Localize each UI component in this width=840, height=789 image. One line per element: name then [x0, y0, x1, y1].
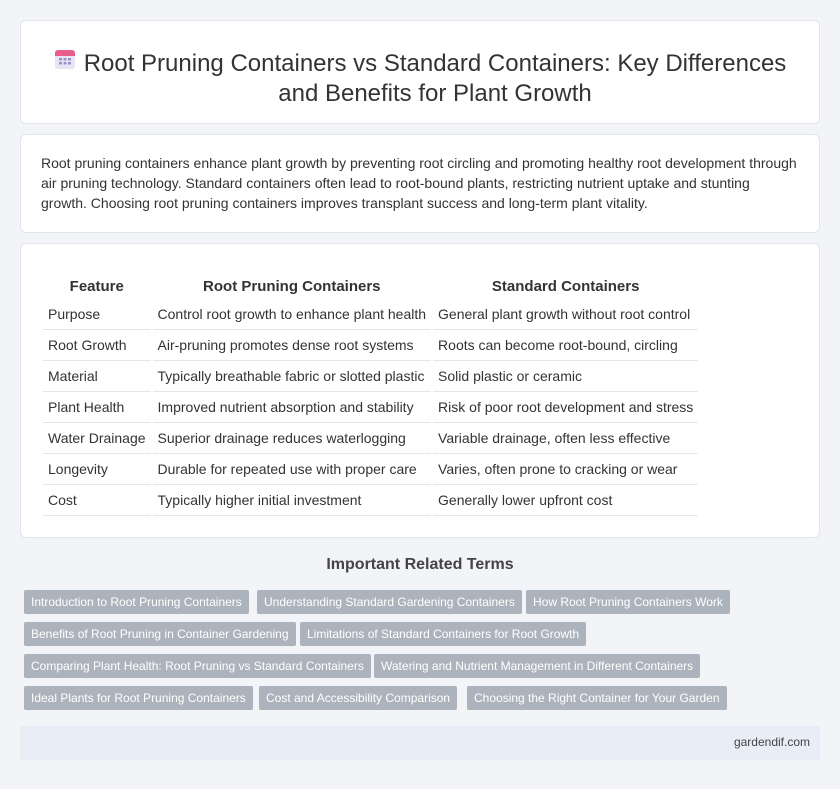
- table-cell: Superior drainage reduces waterlogging: [153, 423, 432, 454]
- table-cell: Roots can become root-bound, circling: [433, 330, 698, 361]
- table-cell: Air-pruning promotes dense root systems: [153, 330, 432, 361]
- column-header-root-pruning: Root Pruning Containers: [203, 277, 381, 295]
- table-row: [43, 299, 698, 330]
- related-term-tag[interactable]: Understanding Standard Gardening Containers: [257, 590, 522, 614]
- table-cell: Material: [43, 361, 151, 392]
- page-title: Root Pruning Containers vs Standard Containers: Key Differences and Benefits for Plant Growth: [83, 50, 787, 107]
- related-term-tag[interactable]: Limitations of Standard Containers for Root Growth: [300, 622, 586, 646]
- footer-site-link[interactable]: gardendif.com: [733, 735, 810, 749]
- table-row: [43, 423, 698, 454]
- table-cell: General plant growth without root control: [433, 299, 698, 330]
- related-term-tag[interactable]: Comparing Plant Health: Root Pruning vs Standard Containers: [24, 654, 371, 678]
- table-cell: Typically higher initial investment: [153, 485, 432, 516]
- intro-card: [20, 134, 820, 233]
- related-term-tag[interactable]: Cost and Accessibility Comparison: [259, 686, 457, 710]
- related-term-tag[interactable]: Benefits of Root Pruning in Container Gardening: [24, 622, 296, 646]
- table-cell: Root Growth: [43, 330, 151, 361]
- intro-paragraph: Root pruning containers enhance plant growth by preventing root circling and promoting healthy root development through air pruning technology. Standard containers often lead to root-bound plants, restricting nutrient uptake and stunting growth. Choosing root pruning containers improves transplant success and long-term plant vitality.: [41, 155, 797, 211]
- table-header-row: [43, 273, 698, 299]
- table-row: [43, 392, 698, 423]
- table-cell: Control root growth to enhance plant health: [153, 299, 432, 330]
- related-term-tag[interactable]: Choosing the Right Container for Your Garden: [467, 686, 727, 710]
- table-row: [43, 454, 698, 485]
- table-cell: Durable for repeated use with proper care: [153, 454, 432, 485]
- comparison-table: [41, 273, 700, 516]
- table-cell: Generally lower upfront cost: [433, 485, 698, 516]
- table-cell: Longevity: [43, 454, 151, 485]
- related-term-tag[interactable]: How Root Pruning Containers Work: [526, 590, 730, 614]
- table-cell: Risk of poor root development and stress: [433, 392, 698, 423]
- table-cell: Improved nutrient absorption and stability: [153, 392, 432, 423]
- footer: [20, 726, 820, 760]
- related-term-tag[interactable]: Watering and Nutrient Management in Different Containers: [374, 654, 700, 678]
- table-cell: Varies, often prone to cracking or wear: [433, 454, 698, 485]
- table-cell: Variable drainage, often less effective: [433, 423, 698, 454]
- related-term-tag[interactable]: Ideal Plants for Root Pruning Containers: [24, 686, 253, 710]
- title-card: [20, 20, 820, 124]
- related-terms-title: Important Related Terms: [326, 556, 514, 573]
- table-row: [43, 330, 698, 361]
- table-cell: Cost: [43, 485, 151, 516]
- table-cell: Solid plastic or ceramic: [433, 361, 698, 392]
- table-cell: Plant Health: [43, 392, 151, 423]
- comparison-card: [20, 243, 820, 538]
- related-term-tag[interactable]: Introduction to Root Pruning Containers: [24, 590, 249, 614]
- table-cell: Water Drainage: [43, 423, 151, 454]
- table-cell: Purpose: [43, 299, 151, 330]
- column-header-feature: Feature: [69, 277, 124, 295]
- column-header-standard: Standard Containers: [491, 277, 640, 295]
- table-row: [43, 485, 698, 516]
- table-cell: Typically breathable fabric or slotted plastic: [153, 361, 432, 392]
- table-row: [43, 361, 698, 392]
